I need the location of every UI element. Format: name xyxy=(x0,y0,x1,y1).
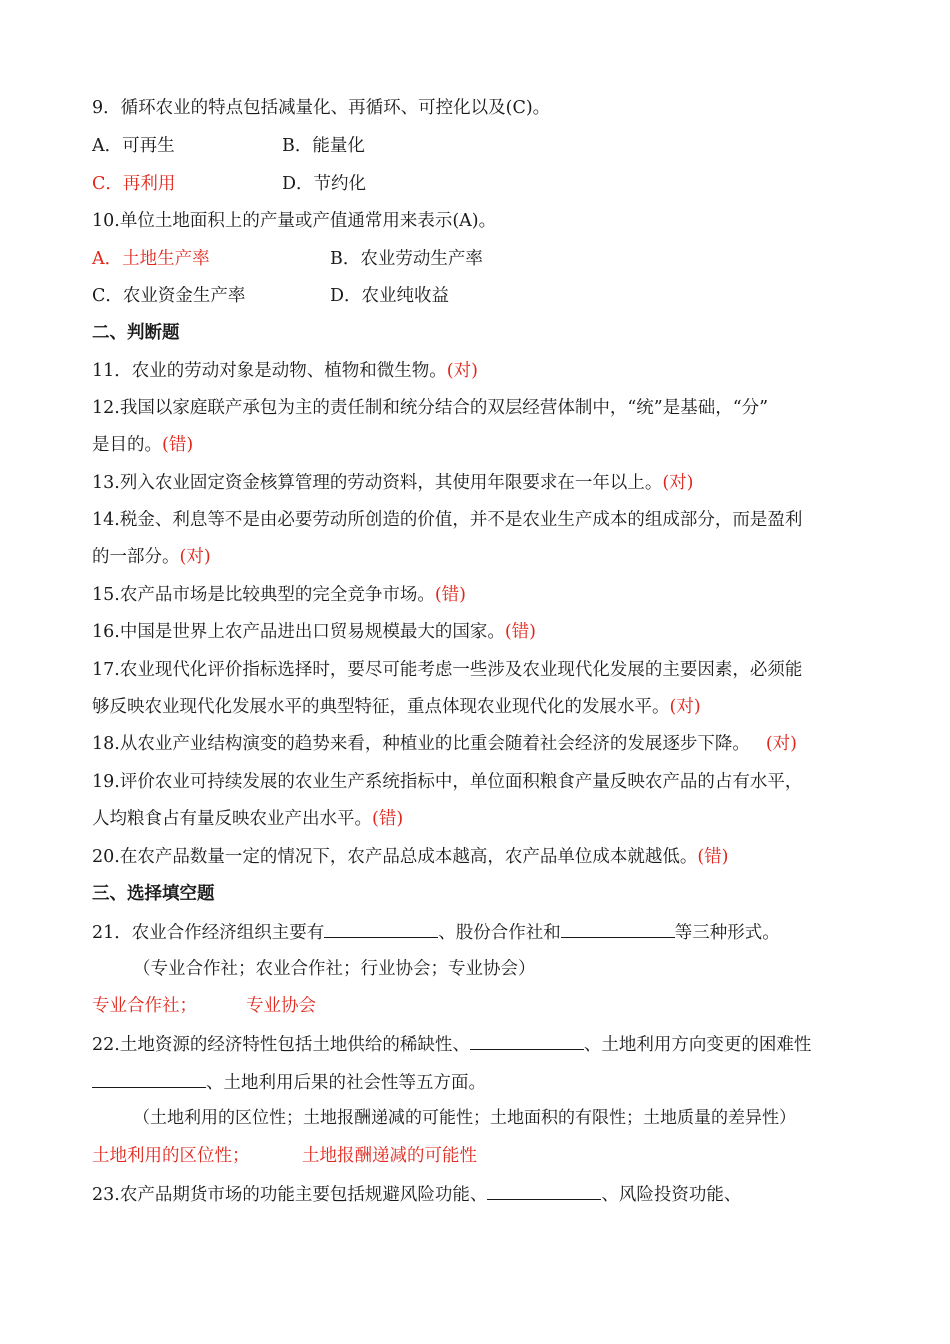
q9-option-c-answer: C．再利用 xyxy=(92,174,176,194)
q11-answer: (对) xyxy=(446,361,478,381)
q19-line1: 19.评价农业可持续发展的农业生产系统指标中，单位面积粮食产量反映农产品的占有水平， xyxy=(92,772,803,792)
q10-option-d: D．农业纯收益 xyxy=(330,286,450,306)
q12-line2: 是目的。(错) xyxy=(92,435,194,455)
q10-option-b: B．农业劳动生产率 xyxy=(330,249,483,269)
q16: 16.中国是世界上农产品进出口贸易规模最大的国家。(错) xyxy=(92,622,536,642)
q14-line2: 的一部分。(对) xyxy=(92,547,211,567)
q17-answer: (对) xyxy=(669,697,701,717)
q22-line1: 22.土地资源的经济特性包括土地供给的稀缺性、 、土地利用方向变更的困难性 xyxy=(92,1031,811,1057)
q9-option-b: B．能量化 xyxy=(282,136,365,156)
q15: 15.农产品市场是比较典型的完全竞争市场。(错) xyxy=(92,585,466,605)
q21: 21．农业合作经济组织主要有 、股份合作社和 等三种形式。 xyxy=(92,919,780,945)
q23-blank-1[interactable] xyxy=(487,1181,601,1200)
q20-answer: (错) xyxy=(697,847,729,867)
q22-blank-2[interactable] xyxy=(92,1069,206,1088)
q16-answer: (错) xyxy=(504,622,536,642)
q23-line1: 23.农产品期货市场的功能主要包括规避风险功能、 、风险投资功能、 xyxy=(92,1181,741,1207)
q22-choices: （土地利用的区位性；土地报酬递减的可能性；土地面积的有限性；土地质量的差异性） xyxy=(133,1108,796,1128)
q20: 20.在农产品数量一定的情况下，农产品总成本越高，农产品单位成本就越低。(错) xyxy=(92,847,729,867)
q11-text: 11．农业的劳动对象是动物、植物和微生物。 xyxy=(92,361,447,381)
q12-answer: (错) xyxy=(162,435,194,455)
q12-line1: 12.我国以家庭联产承包为主的责任制和统分结合的双层经营体制中，“统”是基础，“分” xyxy=(92,398,769,418)
q11 xyxy=(92,359,478,383)
q18-answer: (对) xyxy=(765,734,797,754)
q17-line2: 够反映农业现代化发展水平的典型特征，重点体现农业现代化的发展水平。(对) xyxy=(92,697,701,717)
q18: 18.从农业产业结构演变的趋势来看，种植业的比重会随着社会经济的发展逐步下降。 (对) xyxy=(92,734,797,754)
q9-option-a: A．可再生 xyxy=(92,136,175,156)
section-title-true-false: 二、判断题 xyxy=(92,323,180,343)
q9-option-d: D．节约化 xyxy=(282,174,367,194)
q21-blank-2[interactable] xyxy=(561,919,675,938)
q9-stem: 9．循环农业的特点包括减量化、再循环、可控化以及(C)。 xyxy=(92,98,551,118)
q21-blank-1[interactable] xyxy=(324,919,438,938)
q10-option-c: C．农业资金生产率 xyxy=(92,286,246,306)
q17-line1: 17.农业现代化评价指标选择时，要尽可能考虑一些涉及农业现代化发展的主要因素，必须能 xyxy=(92,660,803,680)
q21-answer-2: 专业协会 xyxy=(246,996,316,1016)
section-title-fill-in: 三、选择填空题 xyxy=(92,884,215,904)
q21-answer-1: 专业合作社； xyxy=(92,996,197,1016)
q10-option-a-answer: A．土地生产率 xyxy=(92,249,210,269)
q22-line2: 、土地利用后果的社会性等五方面。 xyxy=(92,1069,486,1095)
q15-answer: (错) xyxy=(434,585,466,605)
q14-answer: (对) xyxy=(179,547,211,567)
q14-line1: 14.税金、利息等不是由必要劳动所创造的价值，并不是农业生产成本的组成部分，而是盈利 xyxy=(92,510,803,530)
q22-answer-2: 土地报酬递减的可能性 xyxy=(302,1146,477,1166)
q19-line2: 人均粮食占有量反映农业产出水平。(错) xyxy=(92,809,404,829)
q13-answer: (对) xyxy=(662,473,694,493)
q13: 13.列入农业固定资金核算管理的劳动资料，其使用年限要求在一年以上。(对) xyxy=(92,473,694,493)
q22-blank-1[interactable] xyxy=(470,1031,584,1050)
q19-answer: (错) xyxy=(372,809,404,829)
q22-answer-1: 土地利用的区位性； xyxy=(92,1146,250,1166)
q21-choices: （专业合作社；农业合作社；行业协会；专业协会） xyxy=(133,959,536,979)
q10-stem: 10.单位土地面积上的产量或产值通常用来表示(A)。 xyxy=(92,211,497,231)
